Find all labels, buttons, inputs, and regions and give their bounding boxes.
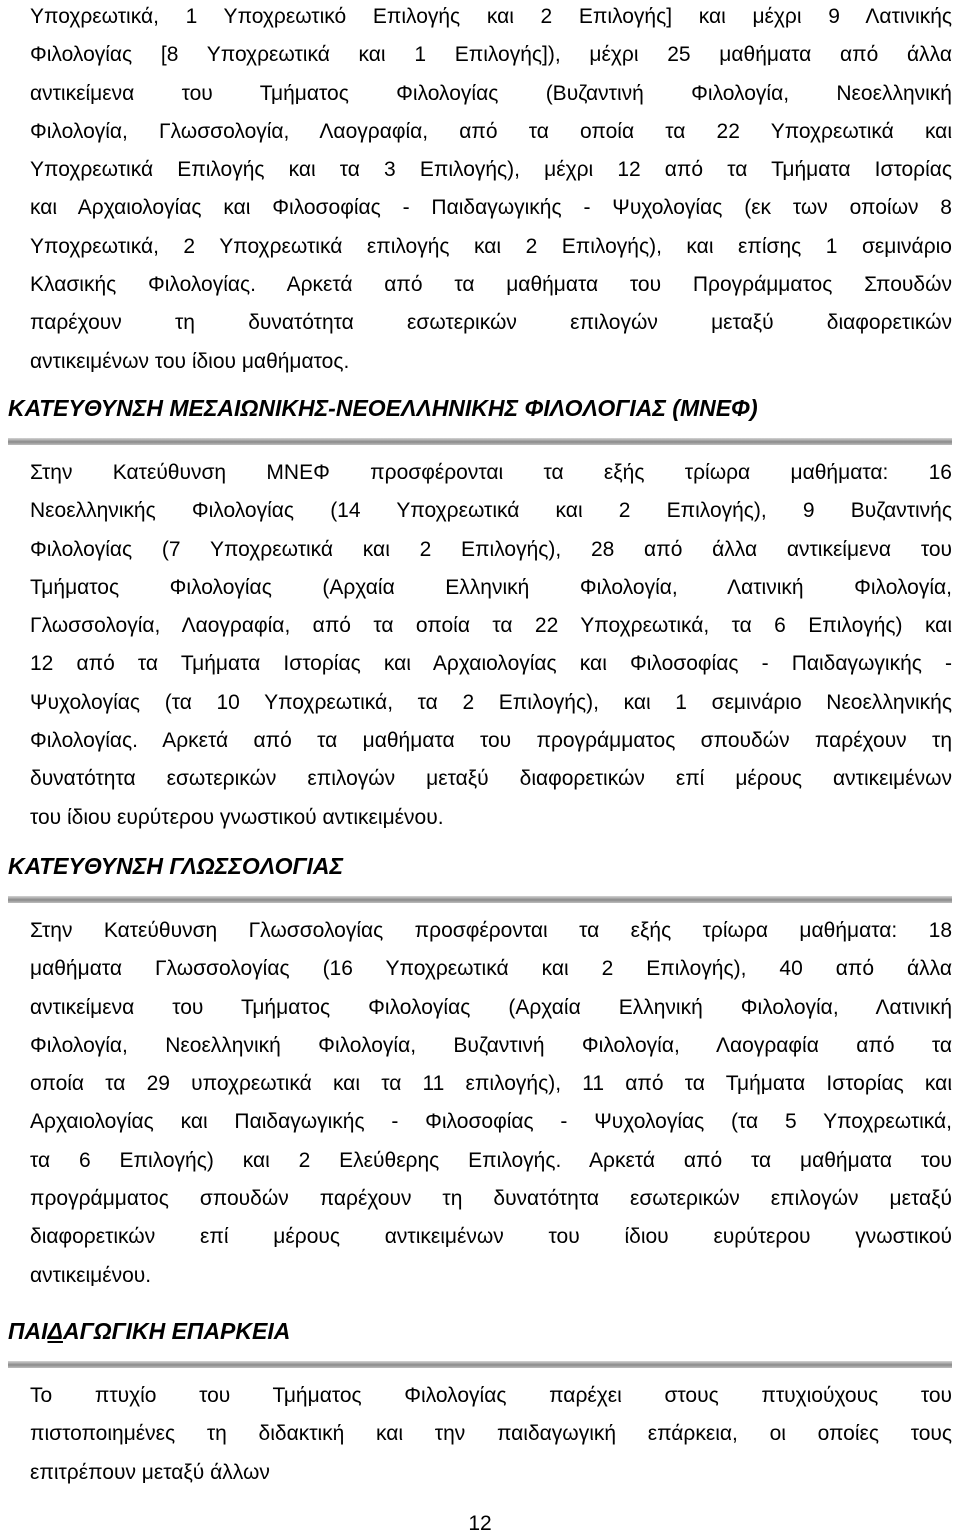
text-line: Φιλολογίας. Αρκετά από τα μαθήματα του προγράμματος σπουδών παρέχουν τη [30, 729, 952, 753]
section-heading-paidagogiki [8, 1317, 290, 1345]
intro-paragraph [30, 0, 952, 381]
text-line: Τμήματος Φιλολογίας (Αρχαία Ελληνική Φιλολογία, Λατινική Φιλολογία, [30, 575, 952, 599]
heading-underlined-letter: Δ [47, 1318, 63, 1344]
text-line: προγράμματος σπουδών παρέχουν τη δυνατότητα εσωτερικών επιλογών μεταξύ [30, 1187, 952, 1211]
text-line: τα 6 Επιλογής) και 2 Ελεύθερης Επιλογής. Αρκετά από τα μαθήματα του [30, 1148, 952, 1172]
text-line: Το πτυχίο του Τμήματος Φιλολογίας παρέχει στους πτυχιούχους του [30, 1384, 952, 1407]
text-line: διαφορετικών επί μέρους αντικειμένων του ίδιου ευρύτερου γνωστικού [30, 1225, 952, 1249]
text-line: δυνατότητα εσωτερικών επιλογών μεταξύ διαφορετικών επί μέρους αντικειμένων [30, 767, 952, 791]
text-line: 12 από τα Τμήματα Ιστορίας και Αρχαιολογίας και Φιλοσοφίας - Παιδαγωγικής - [30, 652, 952, 676]
text-line: και Αρχαιολογίας και Φιλοσοφίας - Παιδαγωγικής - Ψυχολογίας (εκ των οποίων 8 [30, 196, 952, 220]
text-line: πιστοποιημένες τη διδακτική και την παιδαγωγική επάρκεια, οι οποίες τους [30, 1422, 952, 1446]
text-line: Κλασικής Φιλολογίας. Αρκετά από τα μαθήματα του Προγράμματος Σπουδών [30, 273, 952, 297]
text-line: αντικειμένων του ίδιου μαθήματος. [30, 349, 350, 373]
paidagogiki-paragraph [30, 1377, 952, 1492]
text-line: Φιλολογίας (7 Υποχρεωτικά και 2 Επιλογής), 28 από άλλα αντικείμενα του [30, 537, 952, 561]
page-number: 12 [468, 1512, 492, 1535]
glossologia-paragraph [30, 912, 952, 1295]
text-line: Υποχρεωτικά, 1 Υποχρεωτικό Επιλογής και 2 Επιλογής] και μέχρι 9 Λατινικής [30, 5, 952, 28]
text-line: παρέχουν τη δυνατότητα εσωτερικών επιλογών μεταξύ διαφορετικών [30, 311, 952, 335]
text-line: αντικείμενα του Τμήματος Φιλολογίας (Βυζαντινή Φιλολογία, Νεοελληνική [30, 81, 952, 105]
text-line: Νεοελληνικής Φιλολογίας (14 Υποχρεωτικά και 2 Επιλογής), 9 Βυζαντινής [30, 499, 952, 523]
text-line: Στην Κατεύθυνση Γλωσσολογίας προσφέρονται τα εξής τρίωρα μαθήματα: 18 [30, 919, 952, 942]
text-line: Ψυχολογίας (τα 10 Υποχρεωτικά, τα 2 Επιλογής), και 1 σεμινάριο Νεοελληνικής [30, 690, 952, 714]
section-heading-glossologia: ΚΑΤΕΥΘΥΝΣΗ ΓΛΩΣΣΟΛΟΓΙΑΣ [8, 853, 344, 879]
text-line: μαθήματα Γλωσσολογίας (16 Υποχρεωτικά και 2 Επιλογής), 40 από άλλα [30, 957, 952, 981]
text-line: αντικείμενα του Τμήματος Φιλολογίας (Αρχαία Ελληνική Φιλολογία, Λατινική [30, 995, 952, 1019]
text-line: Φιλολογίας [8 Υποχρεωτικά και 1 Επιλογής]), μέχρι 25 μαθήματα από άλλα [30, 43, 952, 67]
text-line: Στην Κατεύθυνση ΜΝΕΦ προσφέρονται τα εξής τρίωρα μαθήματα: 16 [30, 461, 952, 484]
text-line: Γλωσσολογία, Λαογραφία, από τα οποία τα 22 Υποχρεωτικά, τα 6 Επιλογής) και [30, 614, 952, 638]
text-line: αντικειμένου. [30, 1263, 152, 1287]
section-divider [8, 1361, 952, 1368]
text-line: Υποχρεωτικά Επιλογής και τα 3 Επιλογής), μέχρι 12 από τα Τμήματα Ιστορίας [30, 158, 952, 182]
section-divider [8, 896, 952, 903]
section-divider [8, 438, 952, 445]
text-line: Υποχρεωτικά, 2 Υποχρεωτικά επιλογής και 2 Επιλογής), και επίσης 1 σεμινάριο [30, 234, 952, 258]
text-line: οποία τα 29 υποχρεωτικά και τα 11 επιλογής), 11 από τα Τμήματα Ιστορίας και [30, 1072, 952, 1096]
text-line: Φιλολογία, Νεοελληνική Φιλολογία, Βυζαντινή Φιλολογία, Λαογραφία από τα [30, 1033, 952, 1057]
mnef-paragraph [30, 454, 952, 837]
heading-text: ΠΑΙΔΑΓΩΓΙΚΗ ΕΠΑΡΚΕΙΑ [8, 1318, 291, 1344]
text-line: του ίδιου ευρύτερου γνωστικού αντικειμένου. [30, 805, 444, 829]
section-heading-mnef: ΚΑΤΕΥΘΥΝΣΗ ΜΕΣΑΙΩΝΙΚΗΣ-ΝΕΟΕΛΛΗΝΙΚΗΣ ΦΙΛΟΛΟΓΙΑΣ (ΜΝΕΦ) [8, 395, 758, 421]
text-line: Φιλολογία, Γλωσσολογία, Λαογραφία, από τα οποία τα 22 Υποχρεωτικά και [30, 119, 952, 143]
text-line: επιτρέπουν μεταξύ άλλων [30, 1460, 270, 1484]
text-line: Αρχαιολογίας και Παιδαγωγικής - Φιλοσοφίας - Ψυχολογίας (τα 5 Υποχρεωτικά, [30, 1110, 952, 1134]
